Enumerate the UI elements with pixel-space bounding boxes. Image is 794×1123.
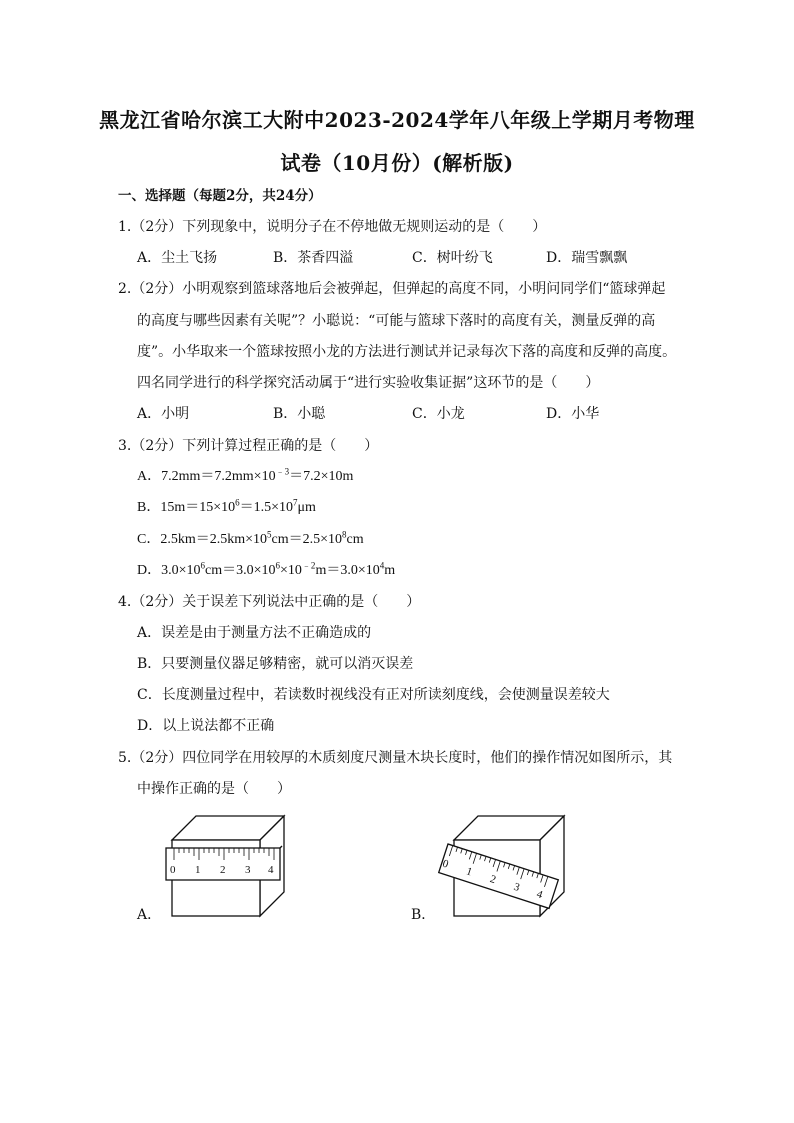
ruler-tick-label: 0 [170, 864, 176, 876]
question-4-option-b: B．只要测量仪器足够精密，就可以消灭误差 [137, 656, 414, 672]
question-3-stem: 3.（2分）下列计算过程正确的是（ ） [118, 438, 379, 454]
question-4-option-c: C．长度测量过程中，若读数时视线没有正对所读刻度线，会使测量误差较大 [137, 687, 610, 703]
ruler-tick-label: 3 [512, 880, 522, 894]
option-d-exponent-3: ﹣2 [301, 560, 316, 571]
question-3-option-a [137, 467, 353, 487]
option-b-exponent-1: 6 [235, 497, 240, 508]
question-5-line-1: 5.（2分）四位同学在用较厚的木质刻度尺测量木块长度时，他们的操作情况如图所示，其 [118, 750, 673, 766]
figure-a-label: A． [137, 907, 162, 923]
option-c-exponent-2: 8 [342, 529, 347, 540]
document-title-line1: 黑龙江省哈尔滨工大附中2023-2024学年八年级上学期月考物理 [99, 108, 695, 132]
option-d-mid-3: m＝3.0×10 [315, 563, 380, 578]
option-d-exponent-2: 6 [275, 560, 281, 571]
question-3-option-c [137, 530, 364, 550]
ruler-tick-label: 1 [464, 865, 474, 879]
question-3-option-b [137, 498, 316, 518]
figure-b-block-with-ruler [438, 810, 568, 920]
question-3-option-d [137, 561, 395, 581]
question-1-stem: 1.（2分）下列现象中，说明分子在不停地做无规则运动的是（ ） [118, 219, 547, 235]
option-c-unit: cm [346, 532, 364, 547]
option-b-text: B．15m＝15×10 [137, 500, 236, 515]
question-4-option-a: A．误差是由于测量方法不正确造成的 [137, 625, 372, 641]
question-5-line-2: 中操作正确的是（ ） [137, 781, 291, 797]
ruler-tick-label: 2 [220, 864, 226, 876]
option-b-unit: μm [297, 500, 316, 515]
question-4-option-d: D．以上说法都不正确 [137, 718, 275, 734]
question-1-option-c: C．树叶纷飞 [412, 250, 493, 266]
question-2-option-a: A．小明 [137, 406, 190, 422]
ruler-tick-label: 4 [535, 888, 545, 902]
option-a-exponent: ﹣3 [275, 466, 290, 477]
ruler-tick-label: 4 [268, 864, 274, 876]
option-b-exponent-2: 7 [293, 497, 298, 508]
question-2-line-4: 四名同学进行的科学探究活动属于“进行实验收集证据”这环节的是（ ） [137, 375, 600, 391]
option-d-unit: m [384, 563, 396, 578]
question-2-line-3: 度”。小华取来一个篮球按照小龙的方法进行测试并记录每次下落的高度和反弹的高度。 [137, 344, 677, 360]
ruler-tick-label: 2 [488, 873, 498, 887]
option-d-mid: cm＝3.0×10 [205, 563, 276, 578]
option-c-mid: cm＝2.5×10 [271, 532, 343, 547]
question-2-line-1: 2.（2分）小明观察到篮球落地后会被弹起，但弹起的高度不同，小明问同学们“篮球弹起 [118, 281, 666, 297]
figure-b-label: B． [411, 907, 436, 923]
option-c-exponent-1: 5 [267, 529, 272, 540]
question-1-option-a: A．尘土飞扬 [137, 250, 218, 266]
option-d-exponent-4: 4 [379, 560, 385, 571]
question-2-option-d: D．小华 [546, 406, 600, 422]
figure-a-block-with-ruler [160, 810, 290, 920]
question-2-option-c: C．小龙 [412, 406, 465, 422]
question-2-line-2: 的高度与哪些因素有关呢”？小聪说：“可能与篮球下落时的高度有关，测量反弹的高 [137, 313, 656, 329]
option-a-result: ＝7.2×10m [289, 469, 354, 484]
option-c-text: C．2.5km＝2.5km×10 [137, 532, 268, 547]
ruler-tick-label: 3 [245, 864, 251, 876]
option-b-mid: ＝1.5×10 [239, 500, 294, 515]
section-heading: 一、选择题（每题2分，共24分） [118, 188, 322, 204]
question-2-option-b: B．小聪 [273, 406, 326, 422]
option-d-exponent-1: 6 [200, 560, 206, 571]
ruler-tick-label: 1 [195, 864, 201, 876]
option-a-text: A．7.2mm＝7.2mm×10 [137, 469, 276, 484]
option-d-mid-2: ×10 [280, 563, 302, 578]
document-title-line2: 试卷（10月份）(解析版) [280, 151, 514, 175]
option-d-text: D．3.0×10 [137, 563, 201, 578]
question-1-option-b: B．茶香四溢 [273, 250, 354, 266]
ruler-tick-label: 0 [440, 857, 450, 871]
question-1-option-d: D．瑞雪飘飘 [546, 250, 628, 266]
question-4-stem: 4.（2分）关于误差下列说法中正确的是（ ） [118, 594, 421, 610]
